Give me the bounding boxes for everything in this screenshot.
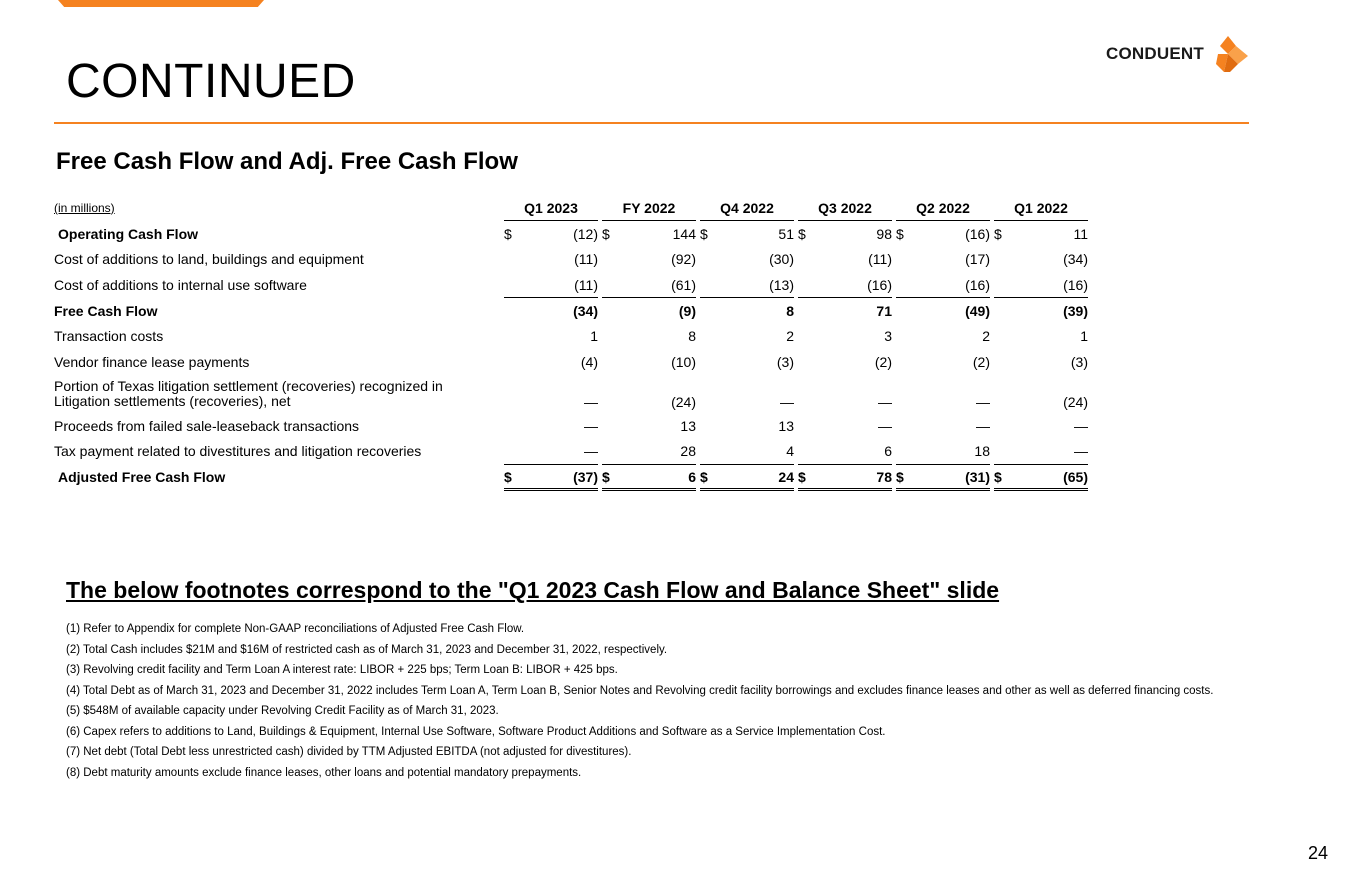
- footnotes-heading: The below footnotes correspond to the "Q1 2023 Cash Flow and Balance Sheet" slide: [66, 577, 1000, 603]
- table-row: [54, 272, 1088, 298]
- cell-value: (16): [910, 272, 990, 298]
- row-label: Proceeds from failed sale-leaseback transactions: [54, 417, 360, 434]
- cell-value: (9): [678, 302, 696, 319]
- table-header-row: [54, 195, 1088, 221]
- cell-value: —: [584, 393, 598, 410]
- column-header: Q1 2022: [994, 195, 1088, 221]
- table-row: [54, 221, 1088, 247]
- currency-symbol: $: [896, 464, 910, 490]
- cell-value: (92): [671, 251, 696, 268]
- currency-symbol: $: [700, 225, 708, 242]
- cell-value: (34): [1063, 251, 1088, 268]
- column-header: Q1 2023: [504, 195, 598, 221]
- cell-value: (34): [573, 302, 598, 319]
- currency-symbol: $: [700, 464, 714, 490]
- cell-value: (24): [1063, 393, 1088, 410]
- column-header: Q4 2022: [700, 195, 794, 221]
- row-label: Vendor finance lease payments: [54, 353, 250, 370]
- units-label: (in millions): [54, 200, 115, 215]
- cell-value: —: [976, 417, 990, 434]
- row-label: [54, 375, 500, 413]
- footnote: (8) Debt maturity amounts exclude finance leases, other loans and potential mandatory prepayments.: [66, 766, 582, 779]
- table-row: [54, 464, 1088, 490]
- column-header: Q2 2022: [896, 195, 990, 221]
- column-header: Q3 2022: [798, 195, 892, 221]
- cell-value: —: [1008, 439, 1088, 465]
- footnote: (3) Revolving credit facility and Term Loan A interest rate: LIBOR + 225 bps; Term Loan B: LIBOR + 425 bps.: [66, 664, 618, 676]
- cell-value: (49): [965, 302, 990, 319]
- cell-value: 8: [688, 328, 696, 345]
- cell-value: (37): [518, 464, 598, 490]
- cell-value: —: [584, 417, 598, 434]
- currency-symbol: $: [504, 225, 512, 242]
- cell-value: (10): [671, 353, 696, 370]
- table-row: [54, 375, 1088, 413]
- cell-value: —: [878, 393, 892, 410]
- row-label: Cost of additions to land, buildings and equipment: [54, 251, 364, 268]
- cell-value: 51: [778, 225, 794, 242]
- footnote: (5) $548M of available capacity under Revolving Credit Facility as of March 31, 2023.: [66, 705, 499, 717]
- cell-value: 98: [876, 225, 892, 242]
- currency-symbol: $: [798, 464, 812, 490]
- cell-value: (3): [1070, 353, 1088, 370]
- cell-value: (16): [812, 272, 892, 298]
- row-label: Cost of additions to internal use software: [54, 276, 307, 293]
- table-row: [54, 413, 1088, 439]
- cell-value: (24): [671, 393, 696, 410]
- currency-symbol: $: [504, 464, 518, 490]
- footnote: (6) Capex refers to additions to Land, Buildings & Equipment, Internal Use Software, Software Product Additions and Software as a Service Implementation Cost.: [66, 725, 886, 738]
- cell-value: (12): [573, 225, 598, 242]
- row-label: Operating Cash Flow: [58, 225, 199, 242]
- cell-value: 1: [590, 328, 598, 345]
- cell-value: —: [878, 417, 892, 434]
- cell-value: 6: [812, 439, 892, 465]
- table-row: [54, 246, 1088, 272]
- title-divider: [54, 122, 1249, 124]
- page-number: 24: [1308, 843, 1329, 863]
- footnote: (2) Total Cash includes $21M and $16M of restricted cash as of March 31, 2023 and December 31, 2022, respectively.: [66, 643, 668, 656]
- cell-value: 78: [812, 464, 892, 490]
- row-label: Adjusted Free Cash Flow: [58, 469, 226, 486]
- cell-value: 2: [786, 328, 794, 345]
- column-header: FY 2022: [602, 195, 696, 221]
- cell-value: 6: [616, 464, 696, 490]
- row-label-line: Litigation settlements (recoveries), net: [54, 392, 291, 409]
- cell-value: (2): [874, 353, 892, 370]
- footnote: (4) Total Debt as of March 31, 2023 and December 31, 2022 includes Term Loan A, Term Loan B, Senior Notes and Revolving credit facility borrowings and excludes finance leases and other as well as deferred financing costs.: [66, 684, 1214, 697]
- currency-symbol: $: [602, 464, 616, 490]
- cell-value: (16): [965, 225, 990, 242]
- cell-value: 11: [1073, 225, 1088, 242]
- free-cash-flow-table: [54, 195, 1088, 491]
- cell-value: (11): [574, 251, 598, 268]
- cell-value: 13: [778, 417, 794, 434]
- currency-symbol: $: [994, 464, 1008, 490]
- cell-value: 13: [680, 417, 696, 434]
- conduent-logo: [1106, 34, 1250, 74]
- cell-value: (39): [1063, 302, 1088, 319]
- row-label: Free Cash Flow: [54, 302, 158, 319]
- table-row: [54, 439, 1088, 465]
- cell-value: 8: [786, 302, 794, 319]
- logo-text: CONDUENT: [1106, 44, 1204, 63]
- cell-value: —: [518, 439, 598, 465]
- cell-value: (11): [518, 272, 598, 298]
- row-label: Tax payment related to divestitures and litigation recoveries: [54, 443, 422, 460]
- cell-value: —: [976, 393, 990, 410]
- conduent-logo-icon: [1210, 34, 1250, 74]
- cell-value: 18: [910, 439, 990, 465]
- cell-value: (61): [616, 272, 696, 298]
- row-label-line: Portion of Texas litigation settlement (recoveries) recognized in: [54, 377, 443, 394]
- cell-value: (13): [714, 272, 794, 298]
- row-label: Transaction costs: [54, 328, 164, 345]
- cell-value: (11): [868, 251, 892, 268]
- cell-value: 28: [616, 439, 696, 465]
- cell-value: 2: [982, 328, 990, 345]
- cell-value: (16): [1008, 272, 1088, 298]
- cell-value: 144: [672, 225, 696, 242]
- cell-value: (2): [972, 353, 990, 370]
- cell-value: —: [1074, 417, 1088, 434]
- table-row: [54, 298, 1088, 324]
- cell-value: (4): [580, 353, 598, 370]
- cell-value: 4: [714, 439, 794, 465]
- table-row: [54, 349, 1088, 375]
- page-title: CONTINUED: [66, 55, 356, 108]
- currency-symbol: $: [602, 225, 610, 242]
- footnote: (7) Net debt (Total Debt less unrestricted cash) divided by TTM Adjusted EBITDA (not adjusted for divestitures).: [66, 746, 632, 758]
- currency-symbol: $: [798, 225, 806, 242]
- cell-value: (30): [769, 251, 794, 268]
- cell-value: 71: [876, 302, 892, 319]
- cell-value: (65): [1008, 464, 1088, 490]
- currency-symbol: $: [896, 225, 904, 242]
- cell-value: (17): [965, 251, 990, 268]
- cell-value: (31): [910, 464, 990, 490]
- footnote: (1) Refer to Appendix for complete Non-GAAP reconciliations of Adjusted Free Cash Flow.: [66, 623, 525, 635]
- cell-value: 3: [884, 328, 892, 345]
- cell-value: 1: [1080, 328, 1088, 345]
- cell-value: —: [780, 393, 794, 410]
- top-accent-bar: [58, 0, 264, 7]
- table-row: [54, 323, 1088, 349]
- cell-value: 24: [714, 464, 794, 490]
- footnotes-list: [66, 622, 1246, 786]
- cell-value: (3): [776, 353, 794, 370]
- section-title: Free Cash Flow and Adj. Free Cash Flow: [56, 148, 518, 175]
- currency-symbol: $: [994, 225, 1002, 242]
